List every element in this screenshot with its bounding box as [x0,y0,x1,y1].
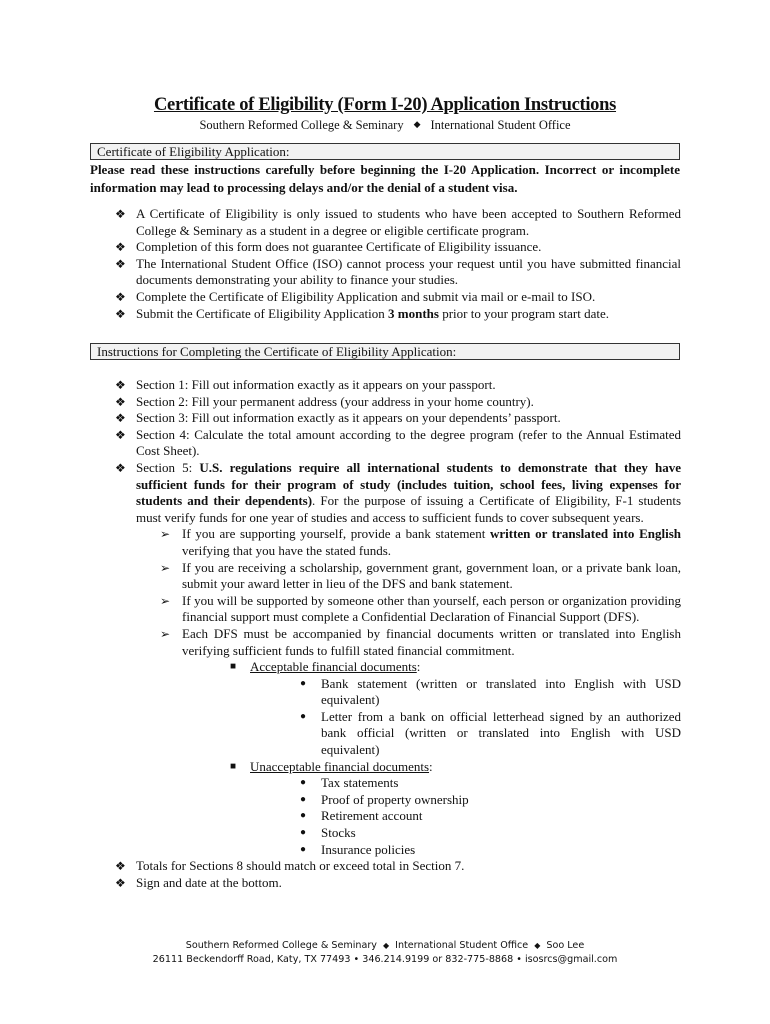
dot-bullet-icon: ● [300,810,307,822]
instructions-list [115,377,681,891]
list-item-section5: ❖ Section 5: U.S. regulations require all international students to demonstrate that they have sufficient funds for their program of study (includes tuition, school fees, living expenses for students and their dependents). For the purpose of issuing a Certificate of Eligibility, F-1 students must verify funds for one year of studies and access to sufficient funds to cover subsequent years. ➢ If you are supporting yourself, provide a bank statement written or translated into English verifying that you have the stated funds. ➢ If you are receiving a scholarship, government grant, government loan, or a private bank loan, submit your award letter in lieu of the DFS and bank statement. ➢ If you will be supported by someone other than yourself, each person or organization providing financial support must complete a Confidential Declaration of Financial Support (DFS). ➢ Each DFS must be accompanied by financial documents written or translated into English verifying sufficient funds to fulfill stated financial commitment. ■ Acceptable financial documents: ● Bank statement (written or translated into English with USD equivalent) ● Letter from a bank on official letterhead signed by an authorized bank official (written or translated into English with USD equivalent) ■ Unacceptable financial documents: ● Tax statements ● Proof of property ownership ● Retirement account ● Stocks ● Insurance policies [115,459,681,857]
list-item: ➢ Each DFS must be accompanied by financial documents written or translated into English verifying sufficient funds to fulfill stated financial commitment. ■ Acceptable financial documents: ● Bank statement (written or translated into English with USD equivalent) ● Letter from a bank on official letterhead signed by an authorized bank official (written or translated into English with USD equivalent) ■ Unacceptable financial documents: ● Tax statements ● Proof of property ownership ● Retirement account ● Stocks ● Insurance policies [160,625,681,857]
arrow-bullet-icon: ➢ [160,527,171,542]
diamond-bullet-icon: ❖ [115,207,126,221]
diamond-separator-icon: ◆ [382,941,390,950]
list-item: ■ Unacceptable financial documents: ● Tax statements ● Proof of property ownership ● Retirement account ● Stocks ● Insurance policies [182,759,681,859]
list-item: ❖ Submit the Certificate of Eligibility Application 3 months prior to your program start date. [115,305,609,321]
arrow-bullet-icon: ➢ [160,593,171,608]
diamond-bullet-icon: ❖ [115,240,126,255]
dot-bullet-icon: ● [300,793,307,805]
diamond-bullet-icon: ❖ [115,256,126,271]
diamond-bullet-icon: ❖ [115,306,126,321]
list-item: ● Bank statement (written or translated into English with USD equivalent) [300,675,681,708]
unacceptable-label: Unacceptable financial documents [250,758,430,774]
section-heading-application: Certificate of Eligibility Application: [90,143,680,160]
square-bullet-icon: ■ [230,661,237,673]
documents-sublist [182,659,681,858]
dot-bullet-icon: ● [300,827,307,839]
list-item: ● Insurance policies [300,841,416,857]
subtitle-office: International Student Office [430,118,571,132]
document-subtitle [0,118,770,133]
list-item: ❖ A Certificate of Eligibility is only issued to students who have been accepted to Southern Reformed College & Seminary as a student in a degree or eligible certificate program. [115,206,681,238]
list-item: ❖ Sign and date at the bottom. [115,874,282,890]
acceptable-label: Acceptable financial documents [250,659,417,675]
dot-bullet-icon: ● [300,777,307,789]
diamond-bullet-icon: ❖ [115,394,126,409]
document-title: Certificate of Eligibility (Form I-20) Application Instructions [153,95,617,115]
diamond-separator-icon: ◆ [413,119,421,129]
dot-bullet-icon: ● [300,843,307,855]
list-item: ❖ The International Student Office (ISO) cannot process your request until you have submitted financial documents demonstrating your ability to finance your studies. [115,255,681,288]
list-item: ● Proof of property ownership [300,791,469,807]
list-item: ➢ If you are receiving a scholarship, government grant, government loan, or a private bank loan, submit your award letter in lieu of the DFS and bank statement. [160,559,681,592]
list-item: ● Retirement account [300,808,423,824]
list-item: ● Tax statements [300,775,399,791]
funding-sublist [160,526,681,858]
diamond-bullet-icon: ❖ [115,289,126,304]
arrow-bullet-icon: ➢ [160,560,171,575]
diamond-bullet-icon: ❖ [115,875,126,890]
section-heading-instructions: Instructions for Completing the Certificate of Eligibility Application: [90,343,680,360]
list-item: ■ Acceptable financial documents: ● Bank statement (written or translated into English with USD equivalent) ● Letter from a bank on official letterhead signed by an authorized bank official (written or translated into English with USD equivalent) [230,659,681,758]
diamond-bullet-icon: ❖ [115,378,126,392]
diamond-bullet-icon: ❖ [115,460,126,475]
list-item: ➢ If you will be supported by someone other than yourself, each person or organization providing financial support must complete a Confidential Declaration of Financial Support (DFS). [160,592,681,625]
list-item: ❖ Section 3: Fill out information exactly as it appears on your dependents’ passport. [115,410,561,426]
list-item: ❖ Totals for Sections 8 should match or exceed total in Section 7. [115,858,465,874]
warning-paragraph: Please read these instructions carefully before beginning the I-20 Application. Incorrect or incomplete information may lead to processing delays and/or the denial of a student visa. [90,162,680,195]
arrow-bullet-icon: ➢ [160,626,171,641]
footer-line-2: 26111 Beckendorff Road, Katy, TX 77493 • 346.214.9199 or 832-775-8868 • isosrcs@gmail.com [152,954,618,965]
list-item: ❖ Complete the Certificate of Eligibility Application and submit via mail or e-mail to ISO. [115,288,596,304]
list-item: ➢ If you are supporting yourself, provide a bank statement written or translated into English verifying that you have the stated funds. [160,526,681,558]
diamond-bullet-icon: ❖ [115,411,126,426]
dot-bullet-icon: ● [300,677,307,689]
footer-line-1: Southern Reformed College & Seminary ◆ International Student Office ◆ Soo Lee [185,940,585,951]
dot-bullet-icon: ● [300,710,307,722]
acceptable-list [250,676,681,759]
diamond-separator-icon: ◆ [534,941,541,950]
subtitle-school: Southern Reformed College & Seminary [199,118,404,132]
list-item: ❖ Section 4: Calculate the total amount according to the degree program (refer to the Annual Estimated Cost Sheet). [115,426,681,459]
diamond-bullet-icon: ❖ [115,859,126,874]
diamond-bullet-icon: ❖ [115,427,126,442]
list-item: ❖ Section 2: Fill your permanent address (your address in your home country). [115,393,534,409]
unacceptable-list [250,775,681,858]
eligibility-list [115,206,681,322]
square-bullet-icon: ■ [230,760,237,772]
list-item: ❖ Completion of this form does not guarantee Certificate of Eligibility issuance. [115,239,542,255]
list-item: ● Stocks [300,825,356,841]
list-item: ● Letter from a bank on official letterhead signed by an authorized bank official (written or translated into English with USD equivalent) [300,708,681,758]
list-item: ❖ Section 1: Fill out information exactly as it appears on your passport. [115,377,496,392]
